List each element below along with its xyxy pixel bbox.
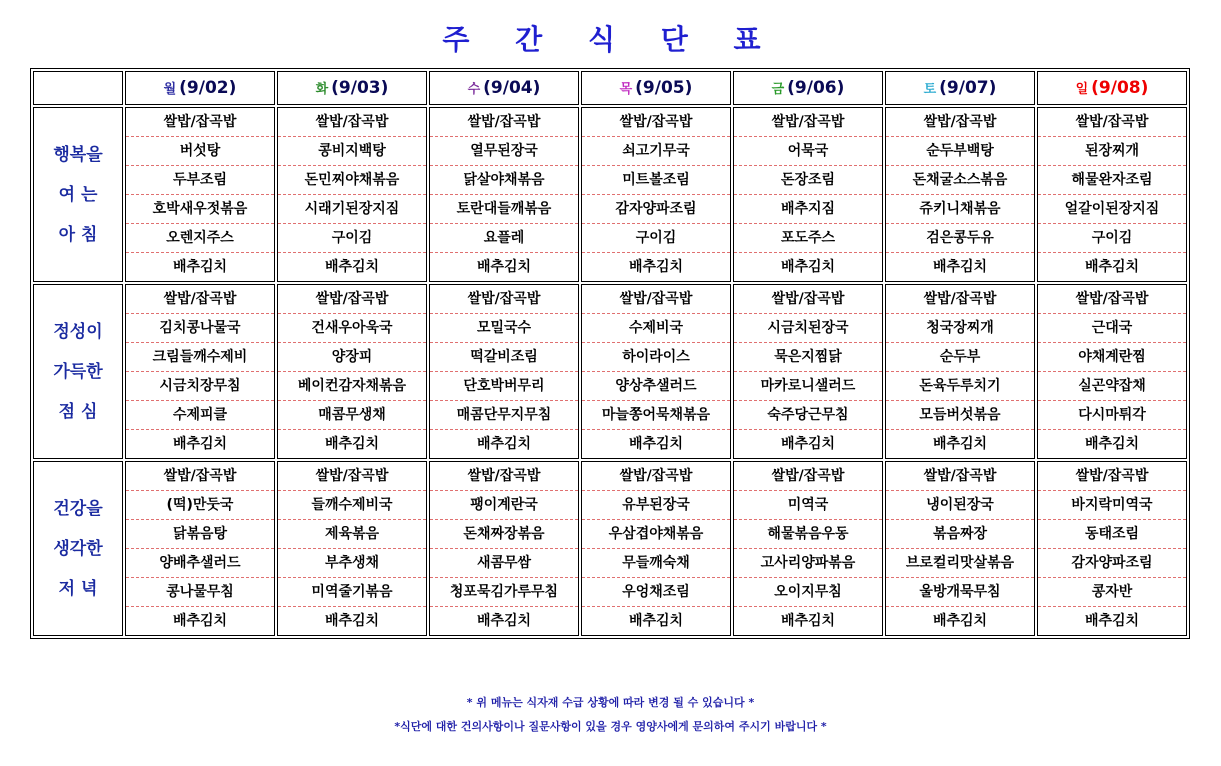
menu-item: 호박새우젓볶음 xyxy=(126,195,274,224)
menu-item: 브로컬리맛살볶음 xyxy=(886,549,1034,578)
menu-item: 오렌지주스 xyxy=(126,224,274,253)
notice-line-2: *식단에 대한 건의사항이나 질문사항이 있을 경우 영양사에게 문의하여 주시기 바랍니다 * xyxy=(394,720,827,733)
menu-cell xyxy=(885,284,1035,459)
menu-cell xyxy=(733,461,883,636)
menu-item: 배추김치 xyxy=(1084,613,1140,629)
wednesday-icon: 수 xyxy=(467,82,481,97)
menu-item: 배추김치 xyxy=(476,613,532,629)
menu-item: 요플레 xyxy=(430,224,578,253)
meal-label-line: 건강을 xyxy=(53,498,103,519)
menu-cell xyxy=(429,461,579,636)
menu-item: 토란대들깨볶음 xyxy=(430,195,578,224)
menu-item: 시금치된장국 xyxy=(734,314,882,343)
menu-item: 검은콩두유 xyxy=(886,224,1034,253)
menu-item: 배추김치 xyxy=(628,259,684,275)
menu-item: 쌀밥/잡곡밥 xyxy=(278,108,426,137)
menu-item: 새콤무쌈 xyxy=(430,549,578,578)
menu-item: 배추지짐 xyxy=(734,195,882,224)
menu-item: 베이컨감자채볶음 xyxy=(278,372,426,401)
menu-item: 배추김치 xyxy=(780,259,836,275)
menu-item: 배추김치 xyxy=(1084,259,1140,275)
menu-item: 우엉채조림 xyxy=(582,578,730,607)
menu-item: 쌀밥/잡곡밥 xyxy=(886,108,1034,137)
menu-item: 순두부 xyxy=(886,343,1034,372)
meal-label-line: 저 녁 xyxy=(58,578,98,599)
meal-row-breakfast xyxy=(33,107,1187,282)
menu-cell xyxy=(125,284,275,459)
day-date: (9/03) xyxy=(331,78,389,98)
menu-item: 미트볼조림 xyxy=(582,166,730,195)
menu-item: 수제비국 xyxy=(582,314,730,343)
meal-label-line: 행복을 xyxy=(53,144,103,165)
menu-item: 김치콩나물국 xyxy=(126,314,274,343)
day-date: (9/05) xyxy=(635,78,693,98)
menu-item: 배추김치 xyxy=(932,613,988,629)
day-header-sun xyxy=(1037,71,1187,105)
day-date: (9/08) xyxy=(1091,78,1149,98)
menu-item: 시금치장무침 xyxy=(126,372,274,401)
menu-item: 오이지무침 xyxy=(734,578,882,607)
menu-cell xyxy=(1037,461,1187,636)
meal-row-dinner xyxy=(33,461,1187,636)
menu-item: 배추김치 xyxy=(932,436,988,452)
menu-item: 배추김치 xyxy=(172,613,228,629)
menu-item: 마카로니샐러드 xyxy=(734,372,882,401)
menu-item: 배추김치 xyxy=(1084,436,1140,452)
menu-item: 제육볶음 xyxy=(278,520,426,549)
menu-cell xyxy=(1037,284,1187,459)
menu-item: 마늘쫑어묵채볶음 xyxy=(582,401,730,430)
menu-item: 매콤무생채 xyxy=(278,401,426,430)
menu-item: 쌀밥/잡곡밥 xyxy=(278,285,426,314)
meal-label-line: 정성이 xyxy=(53,321,103,342)
menu-item: 모듬버섯볶음 xyxy=(886,401,1034,430)
menu-cell xyxy=(125,461,275,636)
menu-item: 우삼겹야채볶음 xyxy=(582,520,730,549)
corner-cell xyxy=(33,71,123,105)
menu-item: 청포묵김가루무침 xyxy=(430,578,578,607)
menu-item: 모밀국수 xyxy=(430,314,578,343)
menu-item: 배추김치 xyxy=(780,613,836,629)
day-header-tue xyxy=(277,71,427,105)
menu-cell xyxy=(277,461,427,636)
meal-label-lunch xyxy=(33,284,123,459)
menu-item: 쌀밥/잡곡밥 xyxy=(278,462,426,491)
menu-item: 배추김치 xyxy=(172,436,228,452)
menu-cell xyxy=(277,284,427,459)
menu-item: 팽이계란국 xyxy=(430,491,578,520)
meal-label-line: 가득한 xyxy=(53,361,103,382)
menu-cell xyxy=(885,107,1035,282)
menu-item: 쌀밥/잡곡밥 xyxy=(582,285,730,314)
menu-item: 돈장조림 xyxy=(734,166,882,195)
menu-item: 쇠고기무국 xyxy=(582,137,730,166)
menu-item: 쌀밥/잡곡밥 xyxy=(430,462,578,491)
menu-item: 된장찌개 xyxy=(1038,137,1186,166)
menu-item: 콩자반 xyxy=(1038,578,1186,607)
day-date: (9/07) xyxy=(939,78,997,98)
menu-item: 배추김치 xyxy=(324,436,380,452)
menu-item: 배추김치 xyxy=(476,436,532,452)
menu-item: 냉이된장국 xyxy=(886,491,1034,520)
menu-item: 쌀밥/잡곡밥 xyxy=(886,462,1034,491)
menu-item: 양상추샐러드 xyxy=(582,372,730,401)
meal-row-lunch xyxy=(33,284,1187,459)
day-header-mon xyxy=(125,71,275,105)
menu-item: 배추김치 xyxy=(476,259,532,275)
menu-item: 닭볶음탕 xyxy=(126,520,274,549)
menu-item: 건새우아욱국 xyxy=(278,314,426,343)
menu-item: 닭살야채볶음 xyxy=(430,166,578,195)
menu-cell xyxy=(125,107,275,282)
menu-item: 부추생채 xyxy=(278,549,426,578)
thursday-icon: 목 xyxy=(619,82,633,97)
menu-item: 다시마튀각 xyxy=(1038,401,1186,430)
menu-item: 동태조림 xyxy=(1038,520,1186,549)
menu-item: 고사리양파볶음 xyxy=(734,549,882,578)
menu-item: 청국장찌개 xyxy=(886,314,1034,343)
menu-cell xyxy=(581,461,731,636)
meal-label-dinner xyxy=(33,461,123,636)
menu-item: 무들깨숙채 xyxy=(582,549,730,578)
menu-item: 쌀밥/잡곡밥 xyxy=(1038,285,1186,314)
menu-item: 바지락미역국 xyxy=(1038,491,1186,520)
monday-icon: 월 xyxy=(163,82,177,97)
menu-item: 구이김 xyxy=(1038,224,1186,253)
meal-label-line: 점 심 xyxy=(58,401,98,422)
menu-item: 해물완자조림 xyxy=(1038,166,1186,195)
tuesday-icon: 화 xyxy=(315,82,329,97)
menu-item: 묵은지찜닭 xyxy=(734,343,882,372)
menu-item: 떡갈비조림 xyxy=(430,343,578,372)
menu-item: 쌀밥/잡곡밥 xyxy=(734,462,882,491)
menu-cell xyxy=(1037,107,1187,282)
menu-item: 콩비지백탕 xyxy=(278,137,426,166)
menu-item: 미역줄기볶음 xyxy=(278,578,426,607)
menu-item: 콩나물무침 xyxy=(126,578,274,607)
menu-item: 돈채굴소스볶음 xyxy=(886,166,1034,195)
meal-label-line: 아 침 xyxy=(58,224,98,245)
saturday-icon: 토 xyxy=(923,82,937,97)
menu-item: 구이김 xyxy=(278,224,426,253)
day-date: (9/06) xyxy=(787,78,845,98)
menu-item: 시래기된장지짐 xyxy=(278,195,426,224)
menu-item: 실곤약잡채 xyxy=(1038,372,1186,401)
menu-cell xyxy=(885,461,1035,636)
notice-line-1: * 위 메뉴는 식자재 수급 상황에 따라 변경 될 수 있습니다 * xyxy=(466,696,755,709)
header-row xyxy=(33,71,1187,105)
menu-item: 순두부백탕 xyxy=(886,137,1034,166)
menu-item: 매콤단무지무침 xyxy=(430,401,578,430)
sunday-icon: 일 xyxy=(1075,82,1089,97)
menu-item: 배추김치 xyxy=(628,613,684,629)
menu-item: 돈민찌야채볶음 xyxy=(278,166,426,195)
menu-item: 감자양파조림 xyxy=(582,195,730,224)
menu-cell xyxy=(429,107,579,282)
day-header-fri xyxy=(733,71,883,105)
menu-item: 배추김치 xyxy=(324,259,380,275)
weekly-menu-table xyxy=(30,68,1190,639)
menu-item: 배추김치 xyxy=(324,613,380,629)
day-header-wed xyxy=(429,71,579,105)
meal-label-line: 여 는 xyxy=(58,184,98,205)
menu-item: (떡)만둣국 xyxy=(126,491,274,520)
menu-item: 들깨수제비국 xyxy=(278,491,426,520)
menu-item: 배추김치 xyxy=(172,259,228,275)
menu-item: 쌀밥/잡곡밥 xyxy=(1038,462,1186,491)
menu-item: 얼갈이된장지짐 xyxy=(1038,195,1186,224)
page-title: 주 간 식 단 표 xyxy=(442,23,779,56)
day-date: (9/02) xyxy=(179,78,237,98)
meal-label-line: 생각한 xyxy=(53,538,103,559)
menu-cell xyxy=(277,107,427,282)
menu-cell xyxy=(733,284,883,459)
friday-icon: 금 xyxy=(771,82,785,97)
menu-item: 두부조림 xyxy=(126,166,274,195)
menu-item: 미역국 xyxy=(734,491,882,520)
day-header-sat xyxy=(885,71,1035,105)
menu-item: 쌀밥/잡곡밥 xyxy=(734,285,882,314)
menu-item: 하이라이스 xyxy=(582,343,730,372)
menu-item: 쌀밥/잡곡밥 xyxy=(886,285,1034,314)
menu-item: 쥬키니채볶음 xyxy=(886,195,1034,224)
menu-item: 해물볶음우동 xyxy=(734,520,882,549)
menu-item: 구이김 xyxy=(582,224,730,253)
menu-item: 쌀밥/잡곡밥 xyxy=(582,108,730,137)
menu-item: 야채계란찜 xyxy=(1038,343,1186,372)
menu-item: 유부된장국 xyxy=(582,491,730,520)
day-date: (9/04) xyxy=(483,78,541,98)
day-header-thu xyxy=(581,71,731,105)
menu-cell xyxy=(581,107,731,282)
menu-item: 근대국 xyxy=(1038,314,1186,343)
menu-item: 배추김치 xyxy=(780,436,836,452)
menu-item: 양장피 xyxy=(278,343,426,372)
menu-item: 쌀밥/잡곡밥 xyxy=(734,108,882,137)
menu-item: 배추김치 xyxy=(628,436,684,452)
menu-item: 쌀밥/잡곡밥 xyxy=(582,462,730,491)
menu-item: 돈채짜장볶음 xyxy=(430,520,578,549)
menu-item: 포도주스 xyxy=(734,224,882,253)
menu-cell xyxy=(429,284,579,459)
menu-item: 숙주당근무침 xyxy=(734,401,882,430)
meal-label-breakfast xyxy=(33,107,123,282)
menu-item: 쌀밥/잡곡밥 xyxy=(126,462,274,491)
menu-item: 쌀밥/잡곡밥 xyxy=(1038,108,1186,137)
menu-item: 감자양파조림 xyxy=(1038,549,1186,578)
menu-item: 쌀밥/잡곡밥 xyxy=(126,285,274,314)
menu-item: 배추김치 xyxy=(932,259,988,275)
menu-item: 양배추샐러드 xyxy=(126,549,274,578)
menu-cell xyxy=(733,107,883,282)
menu-item: 크림들깨수제비 xyxy=(126,343,274,372)
menu-item: 쌀밥/잡곡밥 xyxy=(126,108,274,137)
menu-item: 돈육두루치기 xyxy=(886,372,1034,401)
menu-cell xyxy=(581,284,731,459)
menu-item: 단호박버무리 xyxy=(430,372,578,401)
menu-item: 수제피클 xyxy=(126,401,274,430)
menu-item: 울방개묵무침 xyxy=(886,578,1034,607)
menu-item: 쌀밥/잡곡밥 xyxy=(430,285,578,314)
menu-item: 어묵국 xyxy=(734,137,882,166)
menu-item: 열무된장국 xyxy=(430,137,578,166)
menu-item: 버섯탕 xyxy=(126,137,274,166)
menu-item: 볶음짜장 xyxy=(886,520,1034,549)
menu-item: 쌀밥/잡곡밥 xyxy=(430,108,578,137)
